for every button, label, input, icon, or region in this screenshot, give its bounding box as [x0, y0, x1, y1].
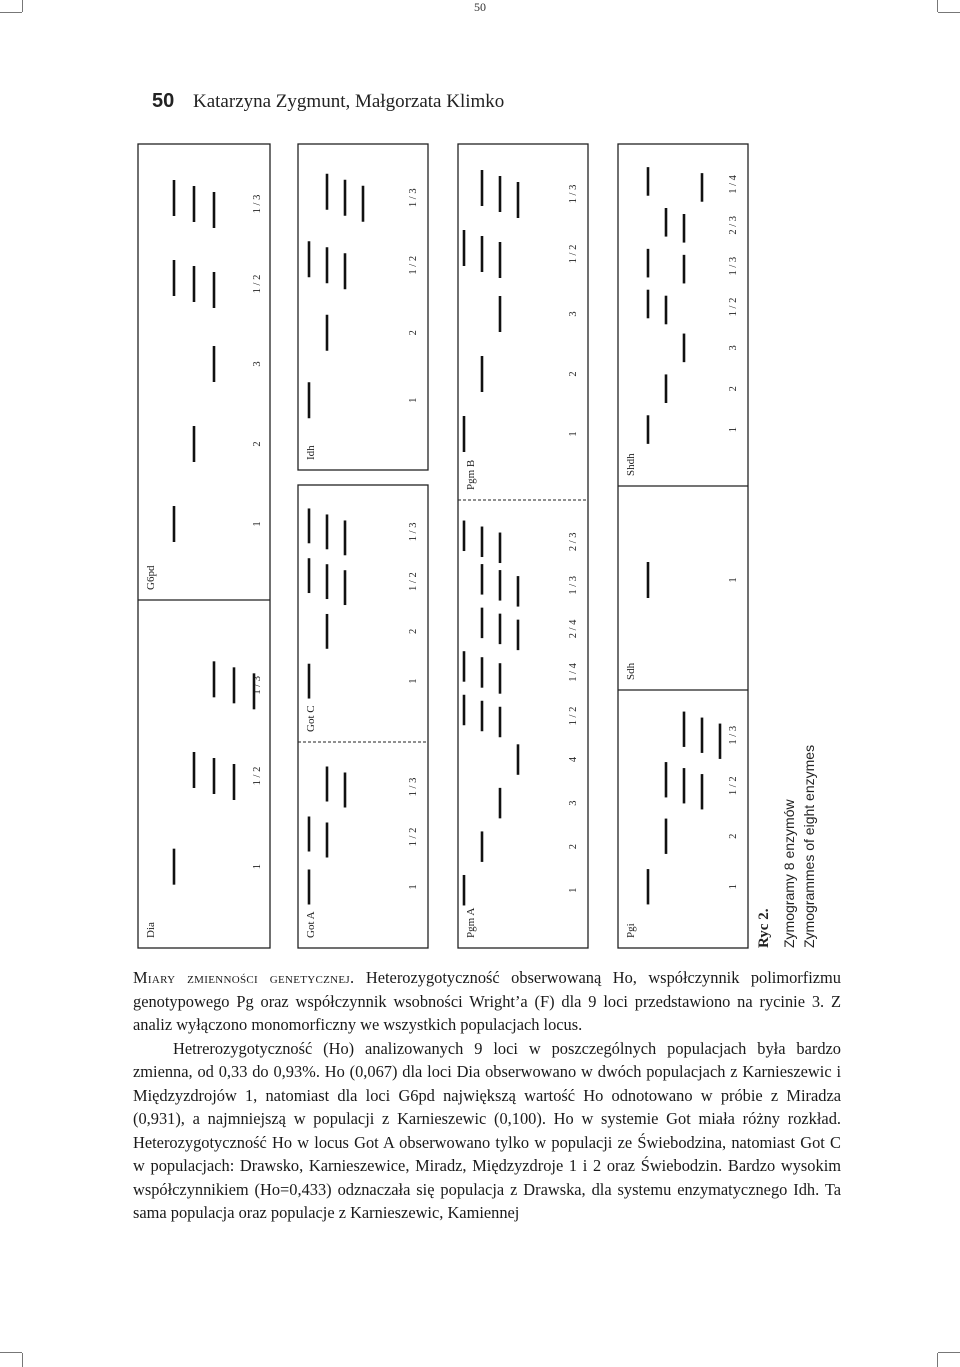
lane-label: 1 [728, 884, 739, 890]
lane-label: 4 [568, 756, 579, 763]
zymogram-figure [120, 130, 840, 960]
paragraph-2: Hetrerozygotyczność (Ho) analizowanych 9 loci w poszczególnych populacjach była bardzo zmienna, od 0,33 do 0,93%. Ho (0,067) dla loci Dia obserwowano w dwóch populacjach z Karnieszewic i Międzyzdrojów 1, natomiast dla loci G6pd największą wartość Ho odnotowano w próbie z Miradza (0,931), a najmniejszą w populacji z Karnieszewic (0,100). Ho w systemie Got miała różny rozkład. Heterozygotyczność Ho w locus Got A obserwowano tylko w populacji ze Świebodzina, natomiast Got C w populacjach: Drawsko, Karnieszewice, Miradz, Międzyzdroje 1 i 2 oraz Świebodzin. Bardzo wysokim współczynnikiem (Ho=0,433) odznaczała się populacja z Drawska, dla systemu enzymatycznego Idh. Ta sama populacja oraz populacje z Karnieszewic, Kamiennej [133, 1038, 841, 1222]
box-dia-g6pd [138, 144, 270, 948]
lane-label: 1 [568, 887, 579, 893]
lane-label: 1 / 4 [728, 175, 739, 194]
lane-label: 2 [568, 844, 579, 850]
body-text [133, 966, 841, 1225]
panel-name: Got C [305, 705, 317, 732]
lane-label: 1 / 4 [568, 663, 579, 682]
header-authors: Katarzyna Zygmunt, Małgorzata Klimko [193, 91, 505, 112]
lane-label: 1 / 3 [252, 194, 263, 214]
lane-label: 3 [252, 361, 263, 367]
lane-label: 1 / 3 [728, 256, 739, 276]
panel-name: Sdh [625, 662, 637, 680]
lane-label: 1 [252, 521, 263, 527]
paragraph-1-text: Heterozygotyczność obserwowaną Ho, współczynnik polimorfizmu genotypowego Pg oraz współczynnik wsobności Wright’a (F) dla 9 loci przedstawiono na rycinie 3. Z analiz wyłączono monomorficzny we wszystkich populacjach locus. [133, 968, 841, 1034]
zymogram-svg [120, 130, 840, 960]
lane-label: 3 [568, 800, 579, 806]
lane-label: 1 / 3 [568, 184, 579, 204]
lane-label: 1 / 2 [252, 274, 263, 294]
lane-label: 1 / 2 [728, 776, 739, 796]
lane-label: 2 [408, 330, 419, 336]
panel-name: Dia [145, 922, 157, 938]
folio: 50 [474, 0, 486, 14]
lane-label: 1 [252, 864, 263, 870]
lane-label: 1 / 2 [728, 297, 739, 317]
crop-mark [938, 1352, 960, 1353]
panel-name: Pgi [625, 923, 637, 938]
lane-label: 3 [568, 311, 579, 317]
lane-label: 2 / 3 [728, 215, 739, 235]
crop-mark [0, 1352, 22, 1353]
lane-label: 1 [728, 426, 739, 433]
lane-label: 1 / 3 [408, 522, 419, 542]
lane-label: 1 [408, 397, 419, 403]
lane-label: 2 [568, 371, 579, 377]
lane-label: 2 / 3 [568, 532, 579, 552]
panel-name: Shdh [625, 453, 637, 476]
lane-label: 1 / 3 [252, 675, 263, 695]
lane-label: 1 / 2 [568, 244, 579, 264]
page-number: 50 [152, 90, 175, 112]
lane-label: 1 / 3 [408, 777, 419, 797]
lane-label: 1 / 2 [252, 766, 263, 786]
running-header [152, 90, 504, 113]
lane-label: 1 [408, 678, 419, 684]
lane-label: 1 / 3 [408, 188, 419, 208]
crop-mark [937, 1353, 938, 1367]
lane-label: 3 [728, 345, 739, 351]
panel-name: Pgm A [465, 907, 477, 938]
lane-label: 1 / 2 [408, 572, 419, 591]
lane-label: 1 / 3 [728, 725, 739, 745]
lane-label: 1 / 2 [408, 255, 419, 275]
figure-caption-pl: Zymogramy 8 enzymów [781, 799, 797, 948]
lane-label: 1 / 2 [568, 706, 579, 726]
paragraph-1 [133, 966, 841, 1037]
figure-caption-en: Zymogrammes of eight enzymes [801, 744, 817, 948]
panel-name: G6pd [145, 565, 157, 590]
lane-label: 1 [568, 431, 579, 437]
lane-label: 2 [252, 441, 263, 447]
panel-name: Pgm B [465, 459, 477, 490]
panel-name: Got A [305, 911, 317, 938]
figure-caption-label: Ryc 2. [756, 908, 772, 948]
lane-label: 1 [408, 884, 419, 890]
crop-mark [22, 1353, 23, 1367]
lane-label: 1 [728, 577, 739, 583]
lane-label: 1 / 2 [408, 827, 419, 847]
box-got [298, 485, 428, 948]
lane-label: 2 [728, 833, 739, 839]
lane-label: 2 / 4 [568, 619, 579, 639]
lane-label: 1 / 3 [568, 575, 579, 595]
section-heading: Miary zmienności genetycznej. [133, 968, 355, 987]
lane-label: 2 [408, 628, 419, 634]
panel-name: Idh [305, 445, 317, 460]
lane-label: 2 [728, 386, 739, 392]
